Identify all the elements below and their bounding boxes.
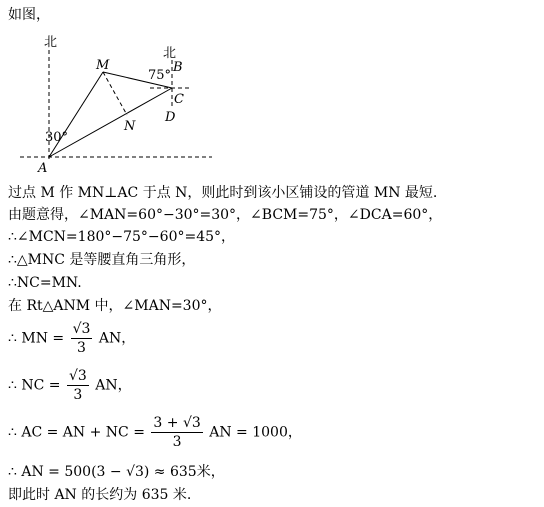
north-label-right: 北 xyxy=(163,46,177,61)
north-label-left: 北 xyxy=(44,35,58,50)
solution-line-4: ∴△MNC 是等腰直角三角形， xyxy=(8,252,196,268)
segment-MN xyxy=(103,72,127,115)
angle-30-label: 30° xyxy=(45,130,69,145)
equation-an: ∴ AN = 500(3 − √3) ≈ 635米， xyxy=(8,464,225,480)
final-answer: 即此时 AN 的长约为 635 米. xyxy=(8,487,192,503)
label-B: B xyxy=(173,60,183,75)
label-M: M xyxy=(96,58,110,73)
segment-AC xyxy=(49,88,172,157)
equation-ac: ∴ AC = AN + NC = $\frac{3 + √3}{3}$ AN = 1000， xyxy=(8,415,302,450)
label-C: C xyxy=(174,92,184,107)
solution-line-3: ∴∠MCN=180°−75°−60°=45°， xyxy=(8,229,236,245)
equation-nc: ∴ NC = $\frac{√3}{3}$ AN， xyxy=(8,368,132,403)
solution-line-2: 由题意得，∠MAN=60°−30°=30°，∠BCM=75°，∠DCA=60°， xyxy=(8,207,443,223)
label-D: D xyxy=(165,110,176,125)
equation-mn: ∴ MN = $\frac{√3}{3}$ AN， xyxy=(8,321,136,356)
solution-line-6: 在 Rt△ANM 中，∠MAN=30°， xyxy=(8,298,222,314)
label-A: A xyxy=(38,161,48,176)
solution-line-5: ∴NC=MN. xyxy=(8,275,82,291)
geometry-figure xyxy=(0,0,230,180)
angle-75-label: 75° xyxy=(148,68,172,83)
intro-text: 如图， xyxy=(8,7,50,23)
solution-line-1: 过点 M 作 MN⊥AC 于点 N，则此时到该小区铺设的管道 MN 最短. xyxy=(8,185,438,201)
label-N: N xyxy=(124,119,136,134)
